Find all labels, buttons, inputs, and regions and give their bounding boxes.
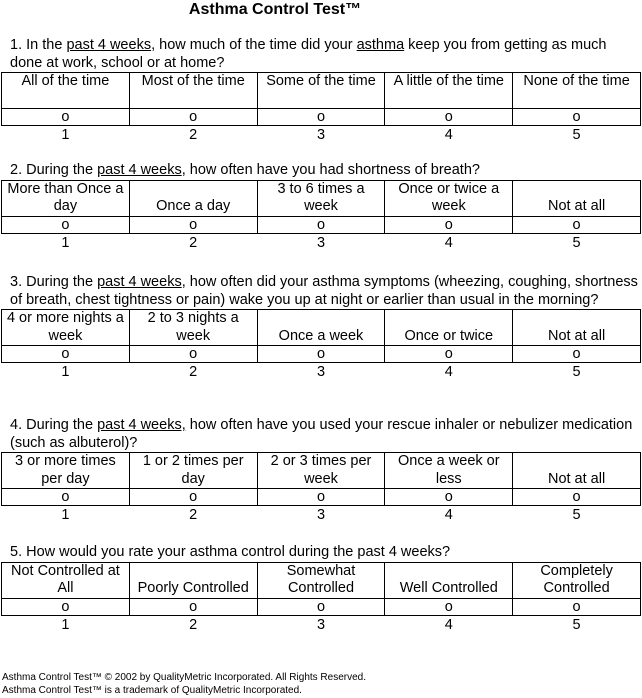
option-label: 2 to 3 nights a week [129, 310, 257, 346]
option-label: Once or twice [385, 310, 513, 346]
radio-option-4[interactable]: o [385, 216, 513, 233]
question-text: 5. How would you rate your asthma control during the past 4 weeks? [10, 544, 451, 560]
radio-option-3[interactable]: o [257, 598, 385, 615]
option-label: Once or twice a week [385, 180, 513, 216]
score-value: 3 [316, 127, 326, 143]
radio-option-2[interactable]: o [129, 489, 257, 506]
question-text: 2. During the past 4 weeks, how often have you had shortness of breath? [10, 162, 480, 178]
trademark-line: Asthma Control Test™ is a trademark of QualityMetric Incorporated. [2, 684, 302, 696]
radio-option-3[interactable]: o [257, 346, 385, 363]
copyright-line: Asthma Control Test™ © 2002 by QualityMetric Incorporated. All Rights Reserved. [2, 672, 367, 683]
score-value: 2 [189, 364, 198, 380]
score-value: 5 [572, 234, 581, 251]
radio-option-4[interactable]: o [385, 598, 513, 615]
score-value: 1 [61, 364, 70, 380]
question-3 [0, 274, 642, 381]
radio-option-5[interactable]: o [513, 346, 641, 363]
score-value: 4 [444, 127, 453, 143]
option-label: Some of the time [257, 73, 385, 109]
answer-table [1, 452, 641, 524]
question-5 [0, 544, 642, 634]
radio-option-4[interactable]: o [385, 489, 513, 506]
score-value: 5 [572, 127, 581, 143]
option-label: Somewhat Controlled [257, 562, 385, 598]
option-label: Once a day [129, 180, 257, 216]
score-value: 1 [61, 234, 70, 251]
score-value: 1 [61, 507, 70, 523]
score-value: 4 [444, 234, 453, 251]
option-label: Poorly Controlled [129, 562, 257, 598]
question-text: 4. During the past 4 weeks, how often have you used your rescue inhaler or nebulizer medication (such as albuterol)? [10, 417, 633, 451]
score-value: 2 [189, 616, 198, 633]
option-label: Once a week [257, 310, 385, 346]
question-4 [0, 417, 642, 524]
option-label: More than Once a day [2, 180, 130, 216]
radio-option-3[interactable]: o [257, 216, 385, 233]
option-label: Not at all [513, 180, 641, 216]
option-label: 4 or more nights a week [2, 310, 130, 346]
score-value: 2 [189, 507, 198, 523]
answer-table [1, 309, 641, 381]
question-text: 3. During the past 4 weeks, how often did your asthma symptoms (wheezing, coughing, shortness of breath, chest tightness or pain) wake you up at night or earlier than usual in the morning? [10, 274, 638, 308]
radio-option-2[interactable]: o [129, 346, 257, 363]
score-value: 3 [316, 364, 326, 380]
radio-option-1[interactable]: o [2, 598, 130, 615]
radio-option-2[interactable]: o [129, 109, 257, 126]
score-value: 2 [189, 127, 198, 143]
radio-option-5[interactable]: o [513, 489, 641, 506]
score-value: 5 [572, 616, 581, 633]
option-label: A little of the time [385, 73, 513, 109]
option-label: Well Controlled [385, 562, 513, 598]
radio-option-5[interactable]: o [513, 216, 641, 233]
option-label: Not at all [513, 453, 641, 489]
option-label: Once a week or less [385, 453, 513, 489]
option-label: 1 or 2 times per day [129, 453, 257, 489]
radio-option-1[interactable]: o [2, 109, 130, 126]
option-label: 2 or 3 times per week [257, 453, 385, 489]
copyright-footer [2, 672, 366, 697]
question-text: 1. In the past 4 weeks, how much of the time did your asthma keep you from getting as much done at work, school or at home? [10, 37, 607, 71]
radio-option-2[interactable]: o [129, 598, 257, 615]
radio-option-1[interactable]: o [2, 346, 130, 363]
option-label: Not Controlled at All [2, 562, 130, 598]
answer-table [1, 72, 641, 144]
score-value: 1 [61, 616, 70, 633]
page-title: Asthma Control Test™ [188, 1, 362, 18]
radio-option-1[interactable]: o [2, 216, 130, 233]
answer-table [1, 562, 641, 634]
score-value: 3 [316, 507, 326, 523]
radio-option-2[interactable]: o [129, 216, 257, 233]
score-value: 4 [444, 364, 453, 380]
score-value: 1 [61, 127, 70, 143]
option-label: None of the time [513, 73, 641, 109]
radio-option-5[interactable]: o [513, 109, 641, 126]
answer-table [1, 180, 641, 252]
score-value: 4 [444, 616, 453, 633]
score-value: 3 [316, 616, 326, 633]
radio-option-5[interactable]: o [513, 598, 641, 615]
radio-option-4[interactable]: o [385, 109, 513, 126]
question-1 [0, 37, 642, 144]
score-value: 5 [572, 364, 581, 380]
option-label: Not at all [513, 310, 641, 346]
option-label: 3 to 6 times a week [257, 180, 385, 216]
option-label: All of the time [2, 73, 130, 109]
option-label: Most of the time [129, 73, 257, 109]
radio-option-3[interactable]: o [257, 489, 385, 506]
question-2 [0, 162, 642, 252]
score-value: 3 [316, 234, 326, 251]
score-value: 2 [189, 234, 198, 251]
option-label: 3 or more times per day [2, 453, 130, 489]
radio-option-3[interactable]: o [257, 109, 385, 126]
score-value: 5 [572, 507, 581, 523]
score-value: 4 [444, 507, 453, 523]
option-label: Completely Controlled [513, 562, 641, 598]
radio-option-4[interactable]: o [385, 346, 513, 363]
radio-option-1[interactable]: o [2, 489, 130, 506]
